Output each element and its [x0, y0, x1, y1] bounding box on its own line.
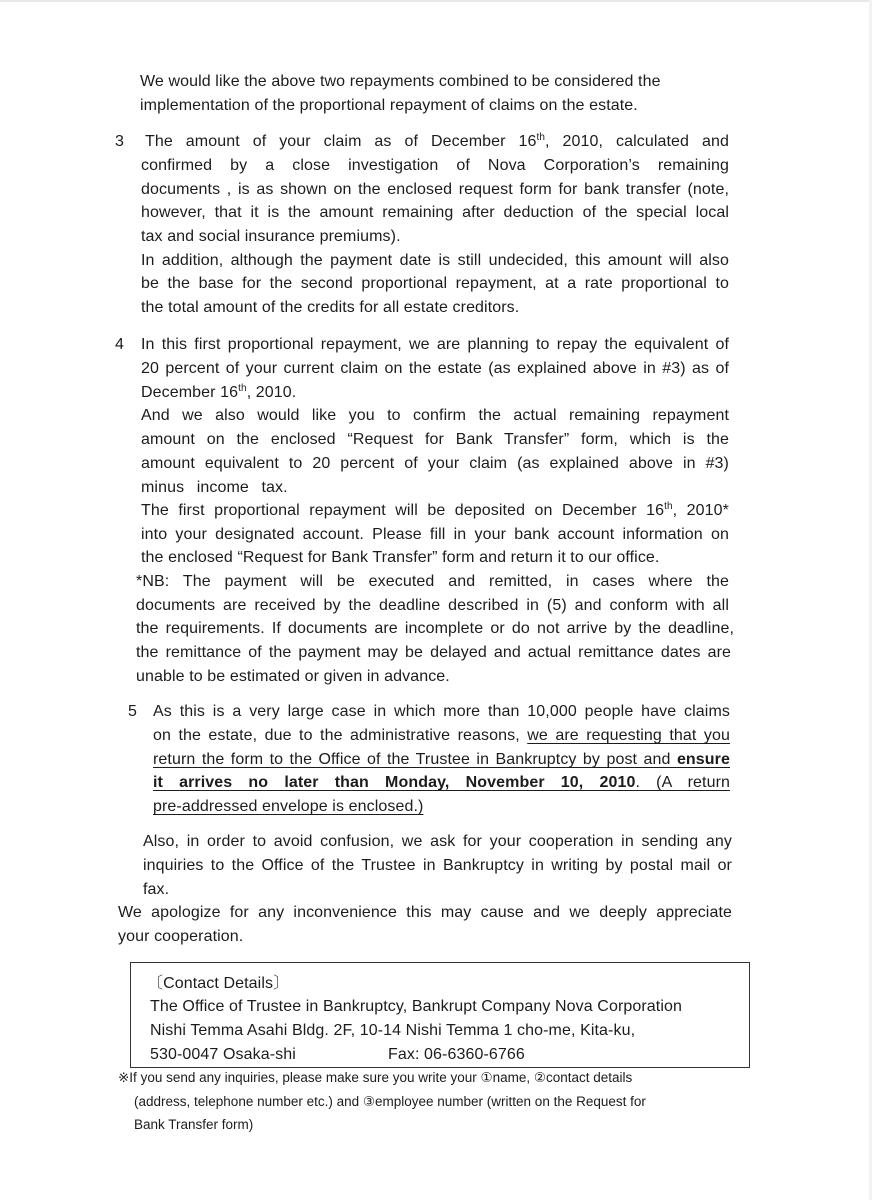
item-4-line-5: amount on the enclosed “Request for Bank Transfer” form, which is the [141, 431, 729, 448]
closing-line-2: your cooperation. [118, 928, 244, 945]
intro-line-1: We would like the above two repayments combined to be considered the [140, 73, 661, 90]
item-5-line-3: return the form to the Office of the Trustee in Bankruptcy by post and ensure [153, 751, 731, 768]
item-4-line-7: minus income tax. [141, 479, 288, 496]
item-4-line-6: amount equivalent to 20 percent of your claim (as explained above in #3) [141, 455, 729, 472]
item-4-line-3: December 16th, 2010. [141, 383, 297, 401]
item-4-nb-line-4: the remittance of the payment may be delayed and actual remittance dates are [136, 644, 731, 661]
item-4-nb-line-2: documents are received by the deadline described in (5) and conform with all [136, 597, 729, 614]
item-4-line-2: 20 percent of your current claim on the estate (as explained above in #3) as of [141, 360, 729, 377]
item-4-line-9: into your designated account. Please fill in your bank account information on [141, 526, 729, 543]
contact-address: 530-0047 Osaka-shi [150, 1046, 296, 1063]
item-3-line-3: documents , is as shown on the enclosed request form for bank transfer (note, [141, 181, 729, 198]
item-5-line-4: it arrives no later than Monday, November 10, 2010. (A return [153, 774, 730, 791]
item-4-line-8: The first proportional repayment will be deposited on December 16th, 2010* [141, 501, 729, 519]
item-3-line-6: In addition, although the payment date is still undecided, this amount will also [141, 252, 729, 269]
contact-line-1: The Office of Trustee in Bankruptcy, Bankrupt Company Nova Corporation [150, 998, 682, 1015]
item-5-also-line-3: fax. [143, 881, 170, 898]
item-4-nb-line-5: unable to be estimated or given in advance. [136, 668, 450, 685]
scan-edge-top [0, 0, 872, 2]
item-5-also-line-2: inquiries to the Office of the Trustee in Bankruptcy in writing by postal mail or [143, 857, 732, 874]
closing-line-1: We apologize for any inconvenience this may cause and we deeply appreciate [118, 904, 732, 921]
contact-heading: 〔Contact Details〕 [147, 975, 290, 992]
item-4-line-1: In this first proportional repayment, we are planning to repay the equivalent of [141, 336, 729, 353]
inquiry-note-line-3: Bank Transfer form) [134, 1117, 254, 1132]
item-5-also-line-1: Also, in order to avoid confusion, we ask for your cooperation in sending any [143, 833, 732, 850]
item-3-line-2: confirmed by a close investigation of Nova Corporation’s remaining [141, 157, 729, 174]
item-4-nb-line-1: *NB: The payment will be executed and remitted, in cases where the [136, 573, 729, 590]
item-3-line-5: tax and social insurance premiums). [141, 228, 401, 245]
item-3-line-4: however, that it is the amount remaining after deduction of the special local [141, 204, 729, 221]
item-5-line-2: on the estate, due to the administrative reasons, we are requesting that you [153, 727, 730, 744]
item-3-line-1: The amount of your claim as of December 16th, 2010, calculated and [145, 132, 729, 150]
inquiry-note-line-2: (address, telephone number etc.) and ③employee number (written on the Request for [134, 1094, 646, 1109]
item-4-line-4: And we also would like you to confirm the actual remaining repayment [141, 407, 729, 424]
inquiry-note-line-1: ※If you send any inquiries, please make sure you write your ①name, ②contact details [118, 1070, 633, 1085]
item-4-nb-line-3: the requirements. If documents are incomplete or do not arrive by the deadline, [136, 620, 734, 637]
item-4-line-10: the enclosed “Request for Bank Transfer” form and return it to our office. [141, 549, 660, 566]
item-5-line-5: pre-addressed envelope is enclosed.) [153, 798, 424, 815]
item-4-number: 4 [115, 336, 124, 353]
item-5-number: 5 [128, 703, 137, 720]
item-3-line-7: be the base for the second proportional repayment, at a rate proportional to [141, 275, 729, 292]
item-3-number: 3 [115, 133, 124, 150]
intro-line-2: implementation of the proportional repayment of claims on the estate. [140, 97, 638, 114]
contact-line-2: Nishi Temma Asahi Bldg. 2F, 10-14 Nishi Temma 1 cho-me, Kita-ku, [150, 1022, 636, 1039]
contact-fax: Fax: 06-6360-6766 [388, 1046, 525, 1063]
item-5-line-1: As this is a very large case in which more than 10,000 people have claims [153, 703, 730, 720]
item-3-line-8: the total amount of the credits for all estate creditors. [141, 299, 520, 316]
